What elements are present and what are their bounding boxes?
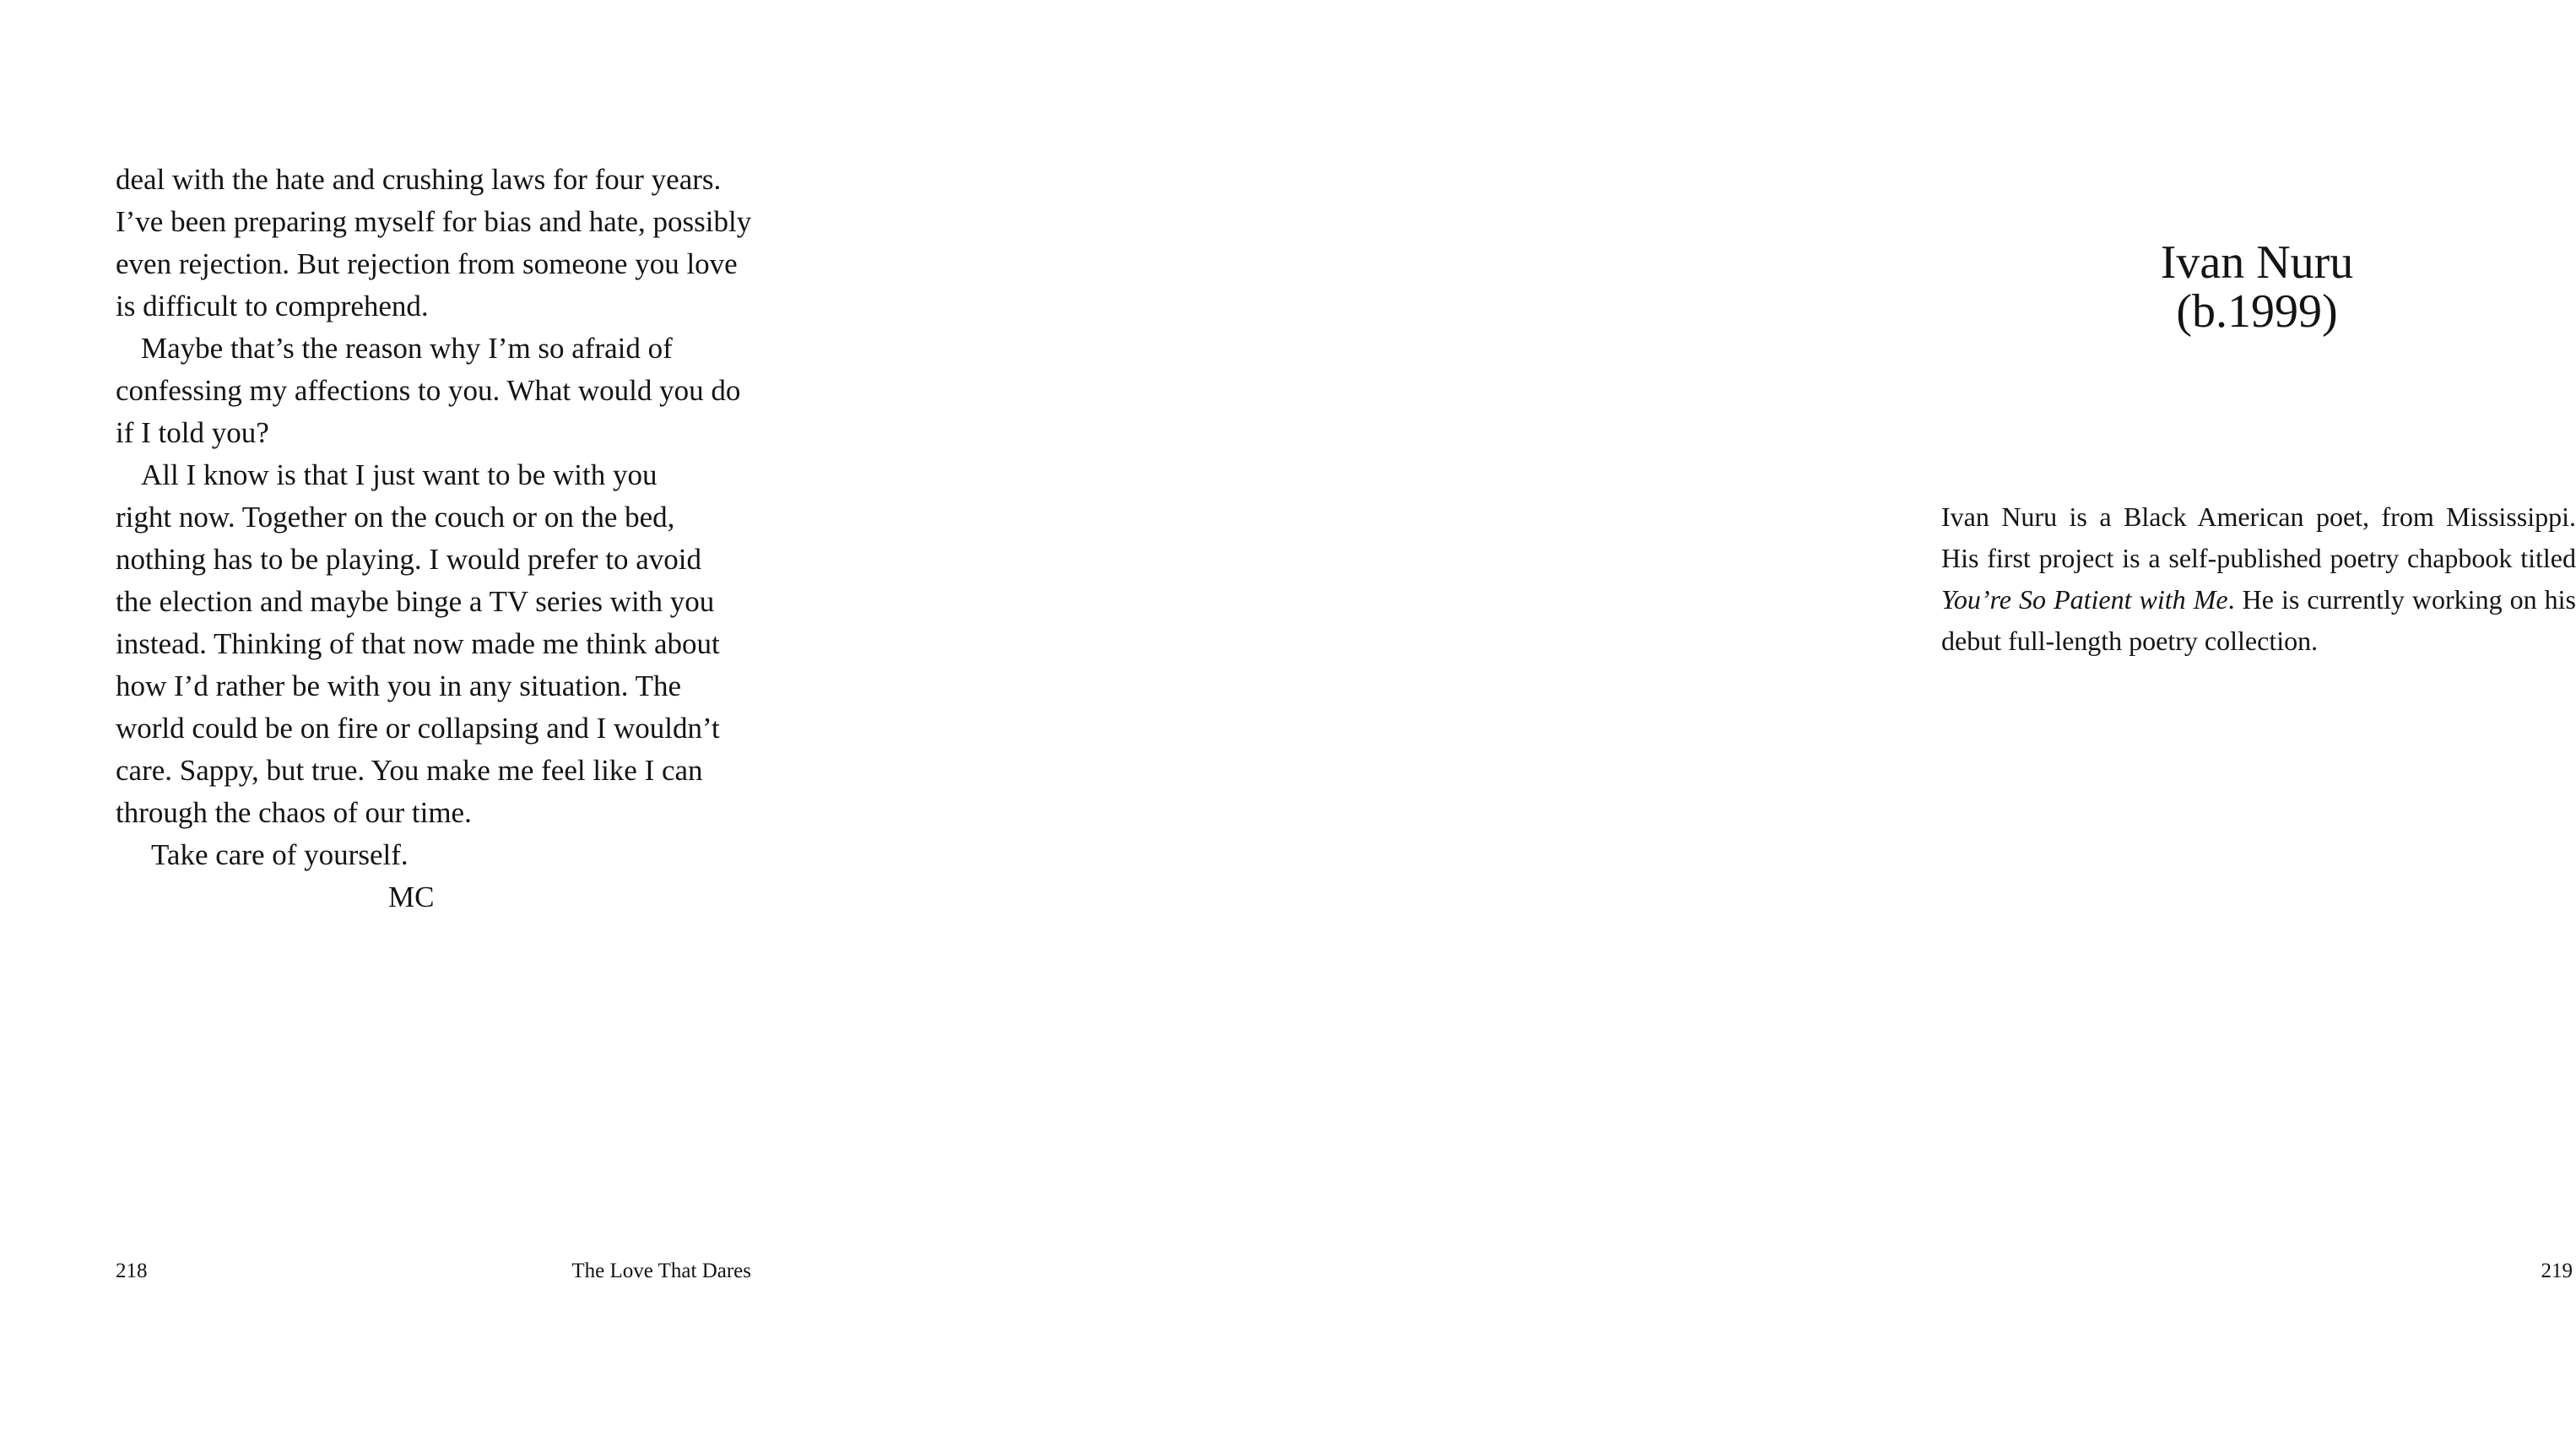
letter-paragraph: Maybe that’s the reason why I’m so afraid of confessing my affections to you. What would you do if I told you? [116,332,741,449]
bio-line: Ivan Nuru is a Black American poet, from Mississippi. [1941,501,2576,532]
bio-line: His first project is a self-published poetry chapbook titled [1941,543,2576,573]
page-number-left: 218 [116,1260,148,1282]
bio-book-title: You’re So Patient with Me [1941,584,2228,615]
author-bio [1941,496,2576,662]
bio-line: debut full-length poetry collection. [1941,626,2319,656]
page-left [0,0,897,1436]
bio-line [1941,579,2576,620]
letter-paragraph-continuation: deal with the hate and crushing laws for four years. I’ve been preparing myself for bias and hate, possibly even rejection. But rejection from someone you love is difficult to comprehend. [116,163,752,322]
letter-paragraph: All I know is that I just want to be with you right now. Together on the couch or on the bed, nothing has to be playing. I would prefer to avoid the election and maybe binge a TV series with you instead. Thinking of that now made me think about how I’d rather be with you in any situation. The world could be on fire or collapsing and I wouldn’t care. Sappy, but true. You make me feel like I can through the chaos of our time. [116,458,720,829]
page-number-right: 219 [2541,1260,2573,1282]
letter-signature: MC [388,881,435,913]
letter-body [116,159,759,918]
bio-line-rest: . He is currently working on his [2227,584,2576,615]
running-title: The Love That Dares [571,1260,751,1282]
page-right [897,0,2576,1436]
page-footer-left [116,1260,751,1283]
author-name: Ivan Nuru [2160,236,2354,289]
author-birth-year: (b.1999) [2176,285,2338,338]
letter-closing: Take care of yourself. [151,838,409,871]
author-heading [1941,238,2573,336]
